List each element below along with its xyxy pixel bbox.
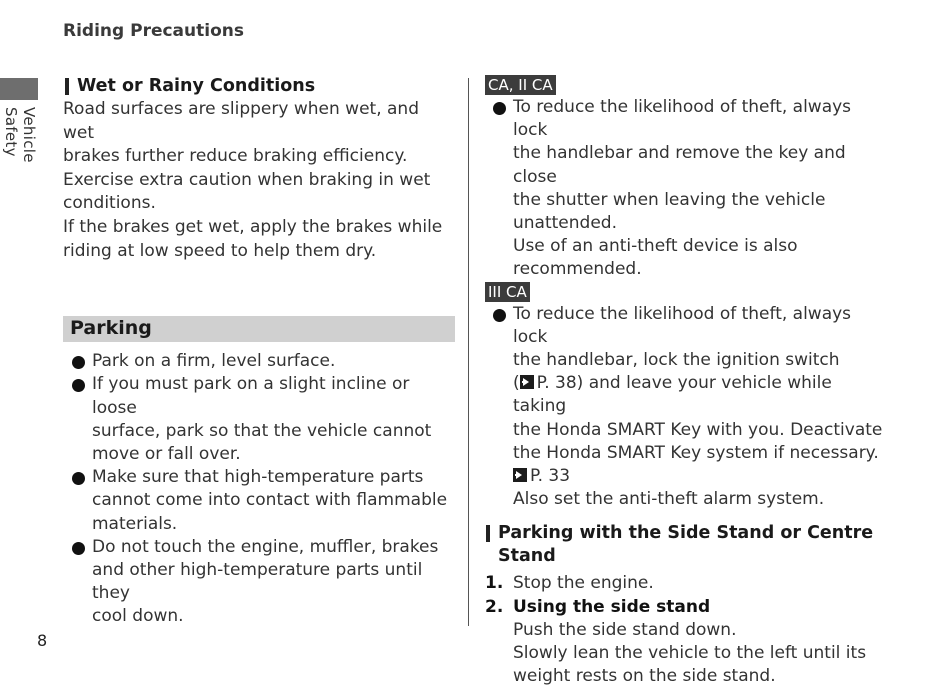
heading-bar-marker [65, 78, 69, 95]
list-item [484, 303, 884, 512]
list-item-line: cannot come into contact with flammable [92, 490, 448, 511]
list-item-line: Park on a firm, level surface. [92, 351, 336, 372]
page-reference-icon[interactable] [520, 375, 534, 389]
bullet-icon [72, 356, 85, 369]
step-number: 1. [485, 573, 504, 594]
bullet-icon [493, 309, 506, 322]
step-text: Slowly lean the vehicle to the left until its [513, 643, 867, 664]
list-item-line: materials. [92, 513, 178, 534]
list-item-line: unattended. [513, 213, 617, 234]
list-item-line: Also set the anti-theft alarm system. [513, 489, 825, 510]
list-item-line: recommended. [513, 259, 642, 280]
wet-line: conditions. [63, 193, 156, 214]
wet-line: brakes further reduce braking efficiency. [63, 146, 408, 167]
wet-line: Exercise extra caution when braking in wet [63, 169, 431, 190]
wet-conditions-text [63, 98, 455, 263]
list-item-line: To reduce the likelihood of theft, always lock [513, 97, 852, 141]
list-item-line [513, 372, 884, 418]
region-tag-ca: CA, II CA [485, 75, 556, 95]
page-reference-link[interactable]: P. 33 [530, 466, 571, 487]
list-item-line: cool down. [92, 606, 184, 627]
list-item-line: Make sure that high-temperature parts [92, 467, 424, 488]
list-item [484, 96, 884, 282]
open-paren: ( [513, 373, 520, 394]
bullet-icon [72, 379, 85, 392]
side-stand-heading-line: Stand [498, 546, 556, 567]
list-item-line: the Honda SMART Key system if necessary. [513, 442, 879, 463]
bullet-icon [72, 472, 85, 485]
wet-line: Road surfaces are slippery when wet, and wet [63, 99, 419, 143]
step-title: Using the side stand [513, 596, 711, 617]
section-tab-marker [0, 78, 38, 100]
page-number: 8 [37, 631, 48, 650]
list-item-line: If you must park on a slight incline or loose [92, 374, 410, 418]
bullet-icon [493, 102, 506, 115]
step-item [484, 596, 884, 688]
list-item-line: the handlebar and remove the key and close [513, 143, 846, 187]
list-item-line: Do not touch the engine, muffler, brakes [92, 536, 439, 557]
list-item-line: move or fall over. [92, 443, 241, 464]
parking-section-title [63, 316, 455, 342]
heading-bar-marker [486, 525, 490, 542]
right-column [484, 75, 884, 688]
list-item-line: and other high-temperature parts until they [92, 559, 423, 604]
steps-list [484, 572, 884, 688]
list-item-line [513, 465, 884, 488]
list-item-line: the shutter when leaving the vehicle [513, 189, 826, 210]
side-stand-heading [484, 522, 884, 568]
list-item [63, 350, 455, 373]
step-text: Stop the engine. [513, 573, 654, 594]
parking-section-title-text: Parking [70, 317, 152, 340]
list-item [63, 373, 455, 466]
step-text: Push the side stand down. [513, 619, 737, 640]
wet-line: riding at low speed to help them dry. [63, 240, 377, 261]
list-item-line: the Honda SMART Key with you. Deactivate [513, 419, 883, 440]
list-item [63, 536, 455, 629]
wet-line: If the brakes get wet, apply the brakes while [63, 216, 443, 237]
parking-bullet-list [63, 350, 455, 628]
step-text: weight rests on the side stand. [513, 666, 776, 687]
step-item [484, 572, 884, 595]
step-number: 2. [485, 596, 504, 617]
side-stand-heading-line: Parking with the Side Stand or Centre [498, 523, 874, 544]
running-header: Riding Precautions [63, 21, 244, 41]
list-item-line: Use of an anti-theft device is also [513, 236, 798, 257]
page-reference-icon[interactable] [513, 468, 527, 482]
left-column [63, 75, 455, 629]
page-reference-link[interactable]: P. 38) and leave your vehicle while taking [513, 373, 832, 417]
list-item-line: the handlebar, lock the ignition switch [513, 350, 840, 371]
bullet-icon [72, 542, 85, 555]
column-divider [468, 78, 469, 626]
wet-conditions-heading-text: Wet or Rainy Conditions [77, 76, 316, 96]
list-item-line: surface, park so that the vehicle cannot [92, 420, 432, 441]
wet-conditions-heading [63, 75, 455, 98]
section-tab-label: Vehicle Safety [2, 107, 38, 163]
list-item-line: To reduce the likelihood of theft, always lock [513, 303, 852, 347]
region-tag-iii-ca: III CA [485, 282, 530, 302]
list-item [63, 466, 455, 536]
